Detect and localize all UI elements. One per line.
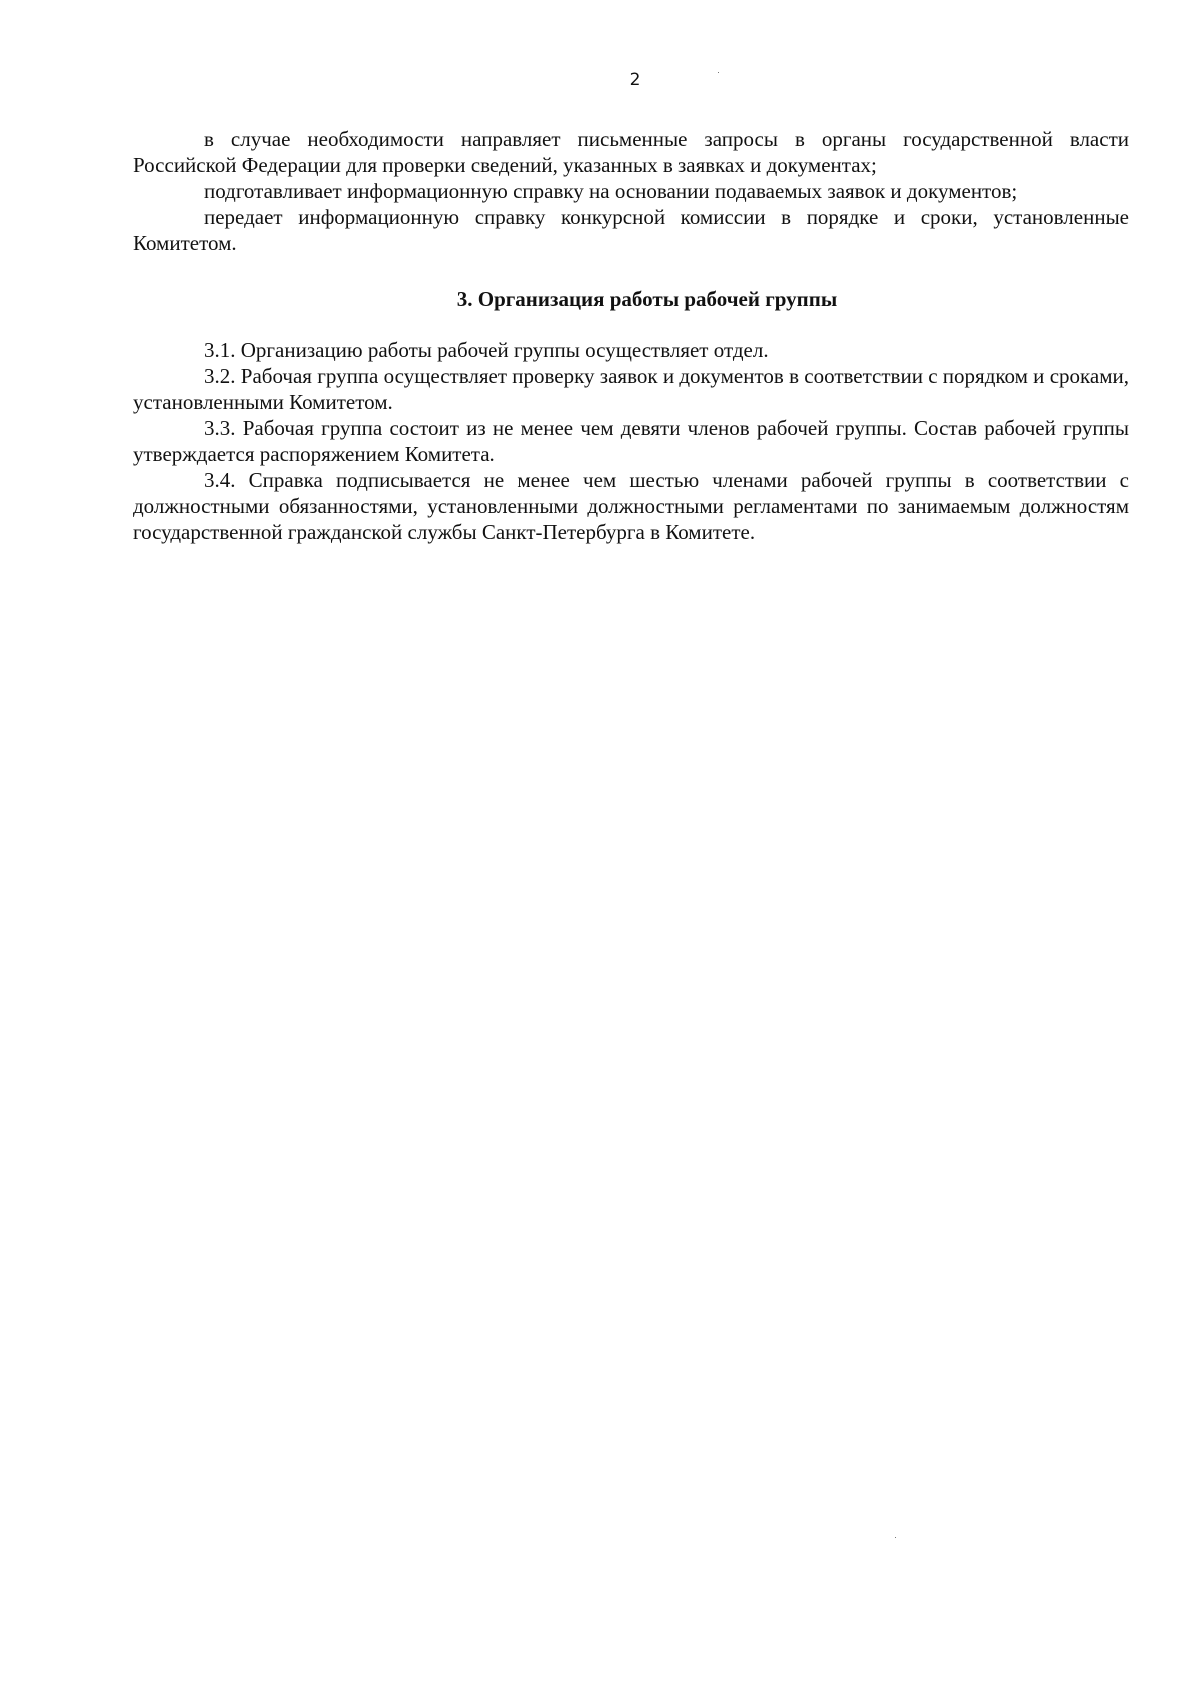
section-heading: 3. Организация работы рабочей группы xyxy=(456,287,838,311)
scan-speck xyxy=(895,1537,896,1538)
intro-paragraph-1: в случае необходимости направляет письменные запросы в органы государственной власти Российской Федерации для проверки сведений, указанных в заявках и документах; xyxy=(133,127,1129,177)
page-number: 2 xyxy=(629,70,641,90)
section-paragraph-3-1: 3.1. Организацию работы рабочей группы осуществляет отдел. xyxy=(204,338,769,362)
section-paragraph-3-4: 3.4. Справка подписывается не менее чем шестью членами рабочей группы в соответствии с должностными обязанностями, установленными должностными регламентами по занимаемым должностям государственной гражданской службы Санкт-Петербурга в Комитете. xyxy=(133,468,1129,544)
document-body xyxy=(133,126,1129,545)
intro-paragraph-2: подготавливает информационную справку на основании подаваемых заявок и документов; xyxy=(204,179,1018,203)
section-paragraph-3-3: 3.3. Рабочая группа состоит из не менее чем девяти членов рабочей группы. Состав рабочей группы утверждается распоряжением Комитета. xyxy=(133,416,1129,466)
intro-paragraph-3: передает информационную справку конкурсной комиссии в порядке и сроки, установленные Комитетом. xyxy=(133,205,1129,255)
scan-speck xyxy=(718,72,719,73)
section-paragraph-3-2: 3.2. Рабочая группа осуществляет проверку заявок и документов в соответствии с порядком и сроками, установленными Комитетом. xyxy=(133,364,1129,414)
